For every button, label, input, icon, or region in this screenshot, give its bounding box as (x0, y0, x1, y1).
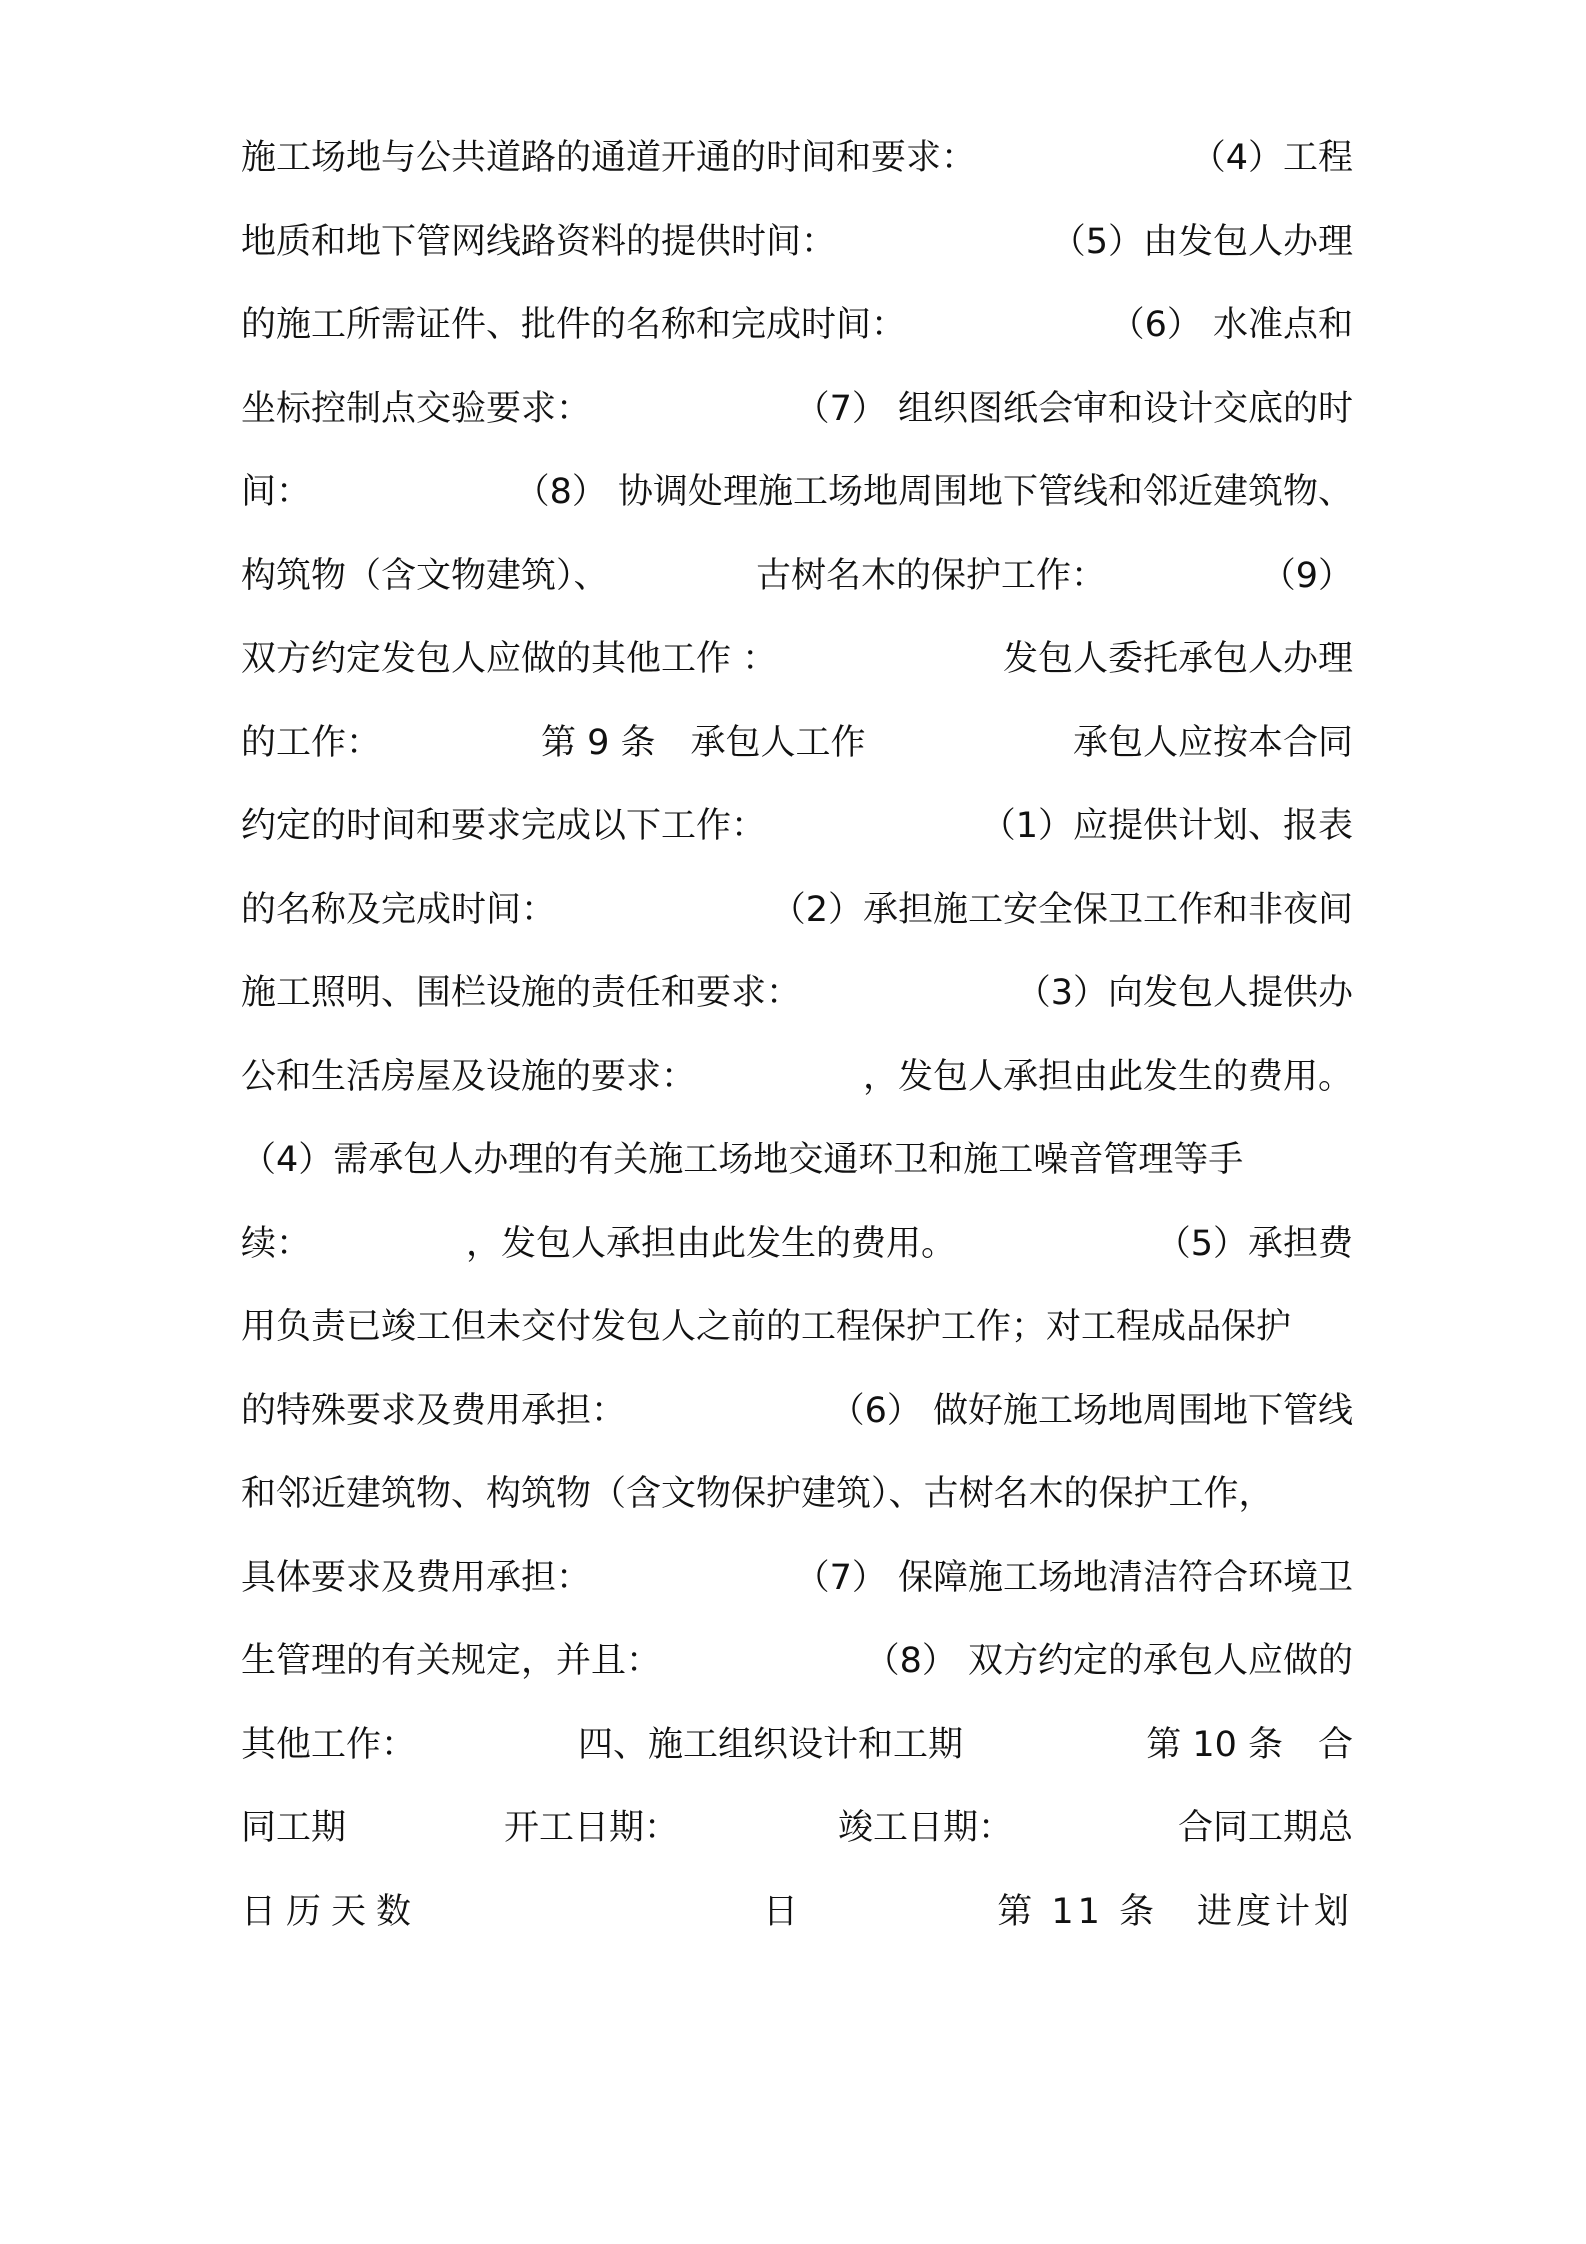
text-line-4 (241, 379, 1353, 439)
text-segment: 的特殊要求及费用承担： (241, 1391, 627, 1431)
text-segment: （3）向发包人提供办 (1015, 973, 1353, 1013)
text-segment: 和邻近建筑物、构筑物（含文物保护建筑）、古树名木的保护工作， (241, 1474, 1274, 1514)
text-line-3 (241, 295, 1353, 355)
text-segment: （8） 双方约定的承包人应做的 (864, 1641, 1353, 1681)
text-line-22 (241, 1882, 1353, 1942)
text-segment: 施工照明、围栏设施的责任和要求： (241, 973, 802, 1013)
text-segment: 施工场地与公共道路的通道开通的时间和要求： (241, 138, 977, 178)
text-line-18 (241, 1548, 1353, 1608)
text-segment: 具体要求及费用承担： (241, 1558, 592, 1598)
text-segment: 开工日期： (504, 1808, 680, 1848)
text-line-14 (241, 1214, 1353, 1274)
text-segment: 坐标控制点交验要求： (241, 389, 592, 429)
text-segment: 日历天数 (241, 1892, 422, 1932)
text-segment: 地质和地下管网线路资料的提供时间： (241, 222, 837, 262)
text-segment: （4）工程 (1190, 138, 1353, 178)
text-segment: （6） 做好施工场地周围地下管线 (829, 1391, 1353, 1431)
text-segment: 构筑物（含文物建筑）、 (241, 556, 609, 596)
text-segment: （4）需承包人办理的有关施工场地交通环卫和施工噪音管理等手 (241, 1140, 1244, 1180)
text-line-10 (241, 880, 1353, 940)
text-segment: 约定的时间和要求完成以下工作： (241, 806, 767, 846)
text-segment: 其他工作： (241, 1725, 417, 1765)
text-line-16 (241, 1381, 1353, 1441)
text-segment: 第 9 条 承包人工作 (541, 723, 866, 763)
text-line-12 (241, 1047, 1353, 1107)
text-segment: （9） (1260, 556, 1353, 596)
text-line-13 (241, 1130, 1353, 1190)
text-segment: （1）应提供计划、报表 (980, 806, 1353, 846)
text-segment: 合同工期总 (1177, 1808, 1353, 1848)
text-segment: 承包人应按本合同 (1072, 723, 1353, 763)
text-segment: 第 10 条 合 (1146, 1725, 1353, 1765)
text-line-2 (241, 212, 1353, 272)
text-segment: （5）承担费 (1155, 1224, 1353, 1264)
text-segment: 的工作： (241, 723, 382, 763)
text-segment: 生管理的有关规定，并且： (241, 1641, 662, 1681)
text-line-15 (241, 1297, 1353, 1357)
text-segment: 古树名木的保护工作： (756, 556, 1107, 596)
text-line-5 (241, 462, 1353, 522)
text-line-8 (241, 713, 1353, 773)
text-line-7 (241, 629, 1353, 689)
text-segment: （7） 组织图纸会审和设计交底的时 (794, 389, 1353, 429)
text-segment: 用负责已竣工但未交付发包人之前的工程保护工作；对工程成品保护 (241, 1307, 1292, 1347)
text-segment: 同工期 (241, 1808, 347, 1848)
text-segment: （7） 保障施工场地清洁符合环境卫 (794, 1558, 1353, 1598)
text-line-11 (241, 963, 1353, 1023)
text-segment: 发包人委托承包人办理 (1002, 639, 1353, 679)
text-segment: 竣工日期： (838, 1808, 1014, 1848)
text-line-20 (241, 1715, 1353, 1775)
text-segment: 日 (763, 1892, 799, 1932)
text-line-9 (241, 796, 1353, 856)
text-segment: 第 11 条 进度计划 (997, 1892, 1353, 1932)
text-line-21 (241, 1798, 1353, 1858)
text-segment: 公和生活房屋及设施的要求： (241, 1057, 697, 1097)
text-segment: （2）承担施工安全保卫工作和非夜间 (770, 890, 1353, 930)
text-segment: 的名称及完成时间： (241, 890, 557, 930)
text-segment: 双方约定发包人应做的其他工作 ： (241, 639, 778, 679)
text-segment: 的施工所需证件、批件的名称和完成时间： (241, 305, 907, 345)
text-segment: （6） 水准点和 (1109, 305, 1353, 345)
text-line-19 (241, 1631, 1353, 1691)
text-segment: ，发包人承担由此发生的费用。 (466, 1224, 957, 1264)
text-segment: （8） 协调处理施工场地周围地下管线和邻近建筑物、 (514, 472, 1353, 512)
text-segment: 四、施工组织设计和工期 (578, 1725, 964, 1765)
text-segment: ，发包人承担由此发生的费用。 (862, 1057, 1353, 1097)
text-line-17 (241, 1464, 1353, 1524)
text-segment: （5）由发包人办理 (1050, 222, 1353, 262)
text-line-6 (241, 546, 1353, 606)
text-line-1 (241, 128, 1353, 188)
text-segment: 续： (241, 1224, 312, 1264)
text-segment: 间： (241, 472, 312, 512)
